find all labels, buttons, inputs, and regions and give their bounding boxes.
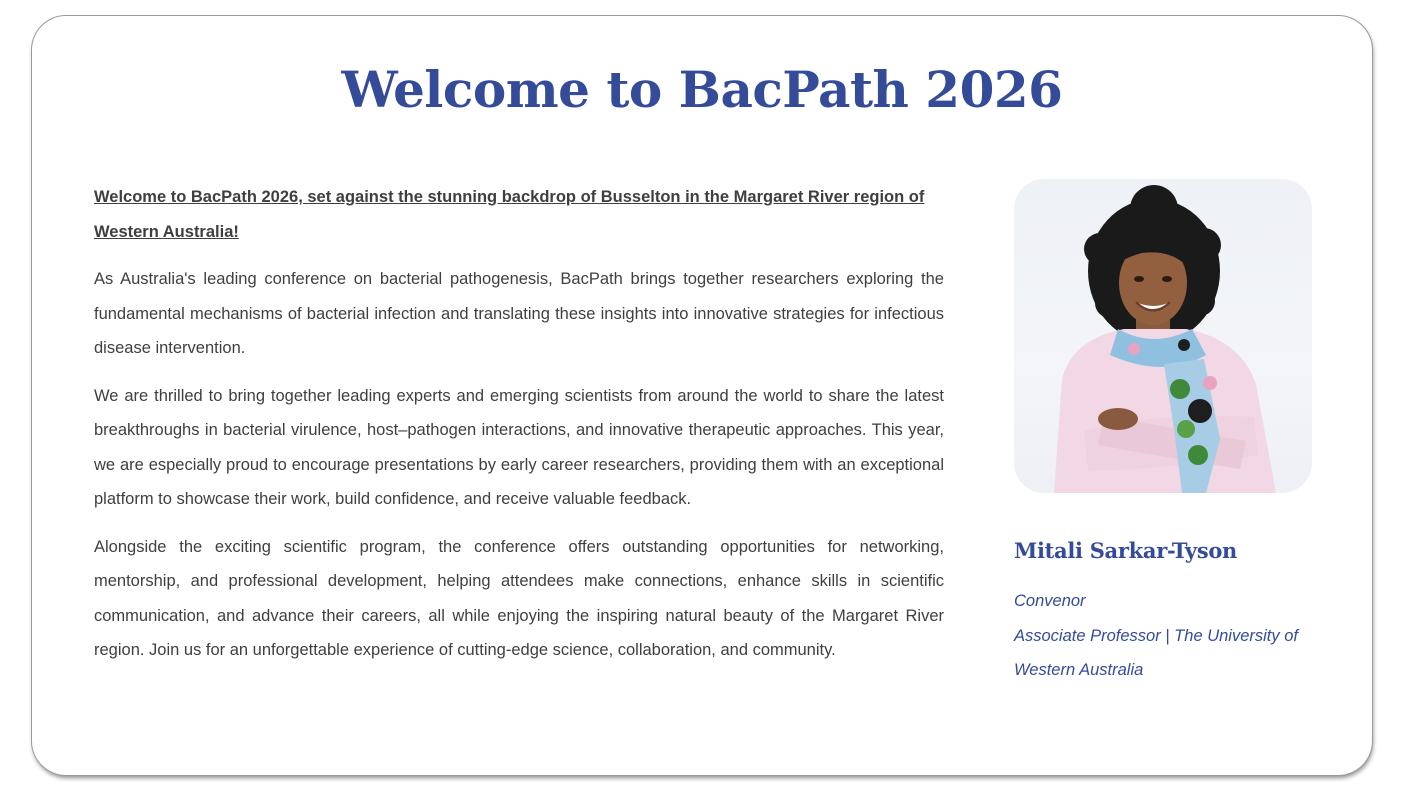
convenor-details: [1014, 584, 1324, 688]
convenor-photo: [1014, 179, 1312, 493]
convenor-role: Convenor: [1014, 592, 1086, 610]
welcome-text: [94, 180, 944, 681]
intro-paragraph-2: We are thrilled to bring together leading experts and emerging scientists from around the world to share the latest breakthroughs in bacterial virulence, host–pathogen interactions, and innovative therapeutic approaches. This year, we are especially proud to encourage presentations by early career researchers, providing them with an exceptional platform to showcase their work, build confidence, and receive valuable feedback.: [94, 386, 944, 508]
intro-paragraph-3: Alongside the exciting scientific program, the conference offers outstanding opportunities for networking, mentorship, and professional development, helping attendees make connections, enhance skills in scientific communication, and advance their careers, all while enjoying the inspiring natural beauty of the Margaret River region. Join us for an unforgettable experience of cutting-edge science, collaboration, and community.: [94, 537, 944, 659]
intro-lead: Welcome to BacPath 2026, set against the stunning backdrop of Busselton in the Margaret River region of Western Australia!: [94, 188, 925, 241]
portrait-photo-icon: [1014, 179, 1312, 493]
intro-paragraph-1: As Australia's leading conference on bacterial pathogenesis, BacPath brings together researchers exploring the fundamental mechanisms of bacterial infection and translating these insights into innovative strategies for infectious disease intervention.: [94, 270, 944, 357]
welcome-card: [32, 16, 1372, 775]
page-title: Welcome to BacPath 2026: [341, 60, 1063, 119]
convenor-position: Associate Professor | The University of Western Australia: [1014, 626, 1298, 679]
convenor-name: Mitali Sarkar-Tyson: [1014, 538, 1238, 563]
